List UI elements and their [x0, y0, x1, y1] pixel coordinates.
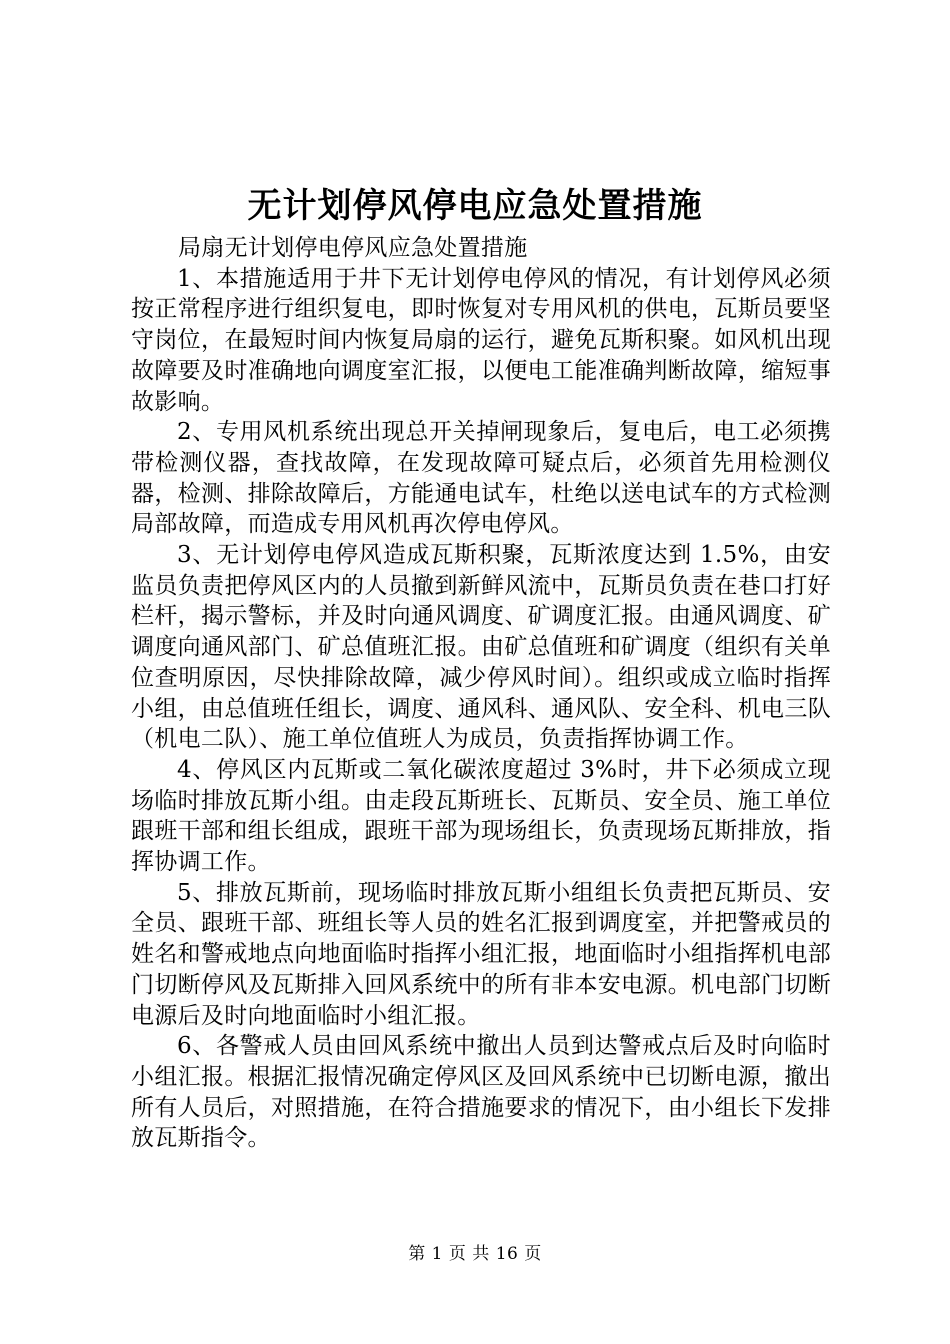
page-footer: 第 1 页 共 16 页 — [408, 1244, 542, 1264]
paragraph-1: 1、本措施适用于井下无计划停电停风的情况，有计划停风必须按正常程序进行组织复电，即时恢复对专用风机的供电，瓦斯员要坚守岗位，在最短时间内恢复局扇的运行，避免瓦斯积聚。如风机出现故障要及时准确地向调度室汇报，以便电工能准确判断故障，缩短事故影响。 — [131, 265, 831, 415]
document-body — [131, 233, 831, 1154]
paragraph-5: 5、排放瓦斯前，现场临时排放瓦斯小组组长负责把瓦斯员、安全员、跟班干部、班组长等人员的姓名汇报到调度室，并把警戒员的姓名和警戒地点向地面临时指挥小组汇报，地面临时小组指挥机电部门切断停风及瓦斯排入回风系统中的所有非本安电源。机电部门切断电源后及时向地面临时小组汇报。 — [131, 879, 831, 1029]
document-subtitle: 局扇无计划停电停风应急处置措施 — [178, 235, 528, 261]
paragraph-4: 4、停风区内瓦斯或二氧化碳浓度超过 3%时，井下必须成立现场临时排放瓦斯小组。由走段瓦斯班长、瓦斯员、安全员、施工单位跟班干部和组长组成，跟班干部为现场组长，负责现场瓦斯排放，指挥协调工作。 — [131, 756, 831, 876]
paragraph-6: 6、各警戒人员由回风系统中撤出人员到达警戒点后及时向临时小组汇报。根据汇报情况确定停风区及回风系统中已切断电源，撤出所有人员后，对照措施，在符合措施要求的情况下，由小组长下发排放瓦斯指令。 — [131, 1033, 831, 1152]
paragraph-3: 3、无计划停电停风造成瓦斯积聚，瓦斯浓度达到 1.5%，由安监员负责把停风区内的人员撤到新鲜风流中，瓦斯员负责在巷口打好栏杆，揭示警标，并及时向通风调度、矿调度汇报。由通风调度、矿调度向通风部门、矿总值班汇报。由矿总值班和矿调度（组织有关单位查明原因，尽快排除故障，减少停风时间）。组织或成立临时指挥小组，由总值班任组长，调度、通风科、通风队、安全科、机电三队（机电二队）、施工单位值班人为成员，负责指挥协调工作。 — [131, 542, 831, 753]
paragraph-2: 2、专用风机系统出现总开关掉闸现象后，复电后，电工必须携带检测仪器，查找故障，在发现故障可疑点后，必须首先用检测仪器，检测、排除故障后，方能通电试车，杜绝以送电试车的方式检测局部故障，而造成专用风机再次停电停风。 — [131, 419, 831, 538]
document-title: 无计划停风停电应急处置措施 — [247, 186, 703, 226]
